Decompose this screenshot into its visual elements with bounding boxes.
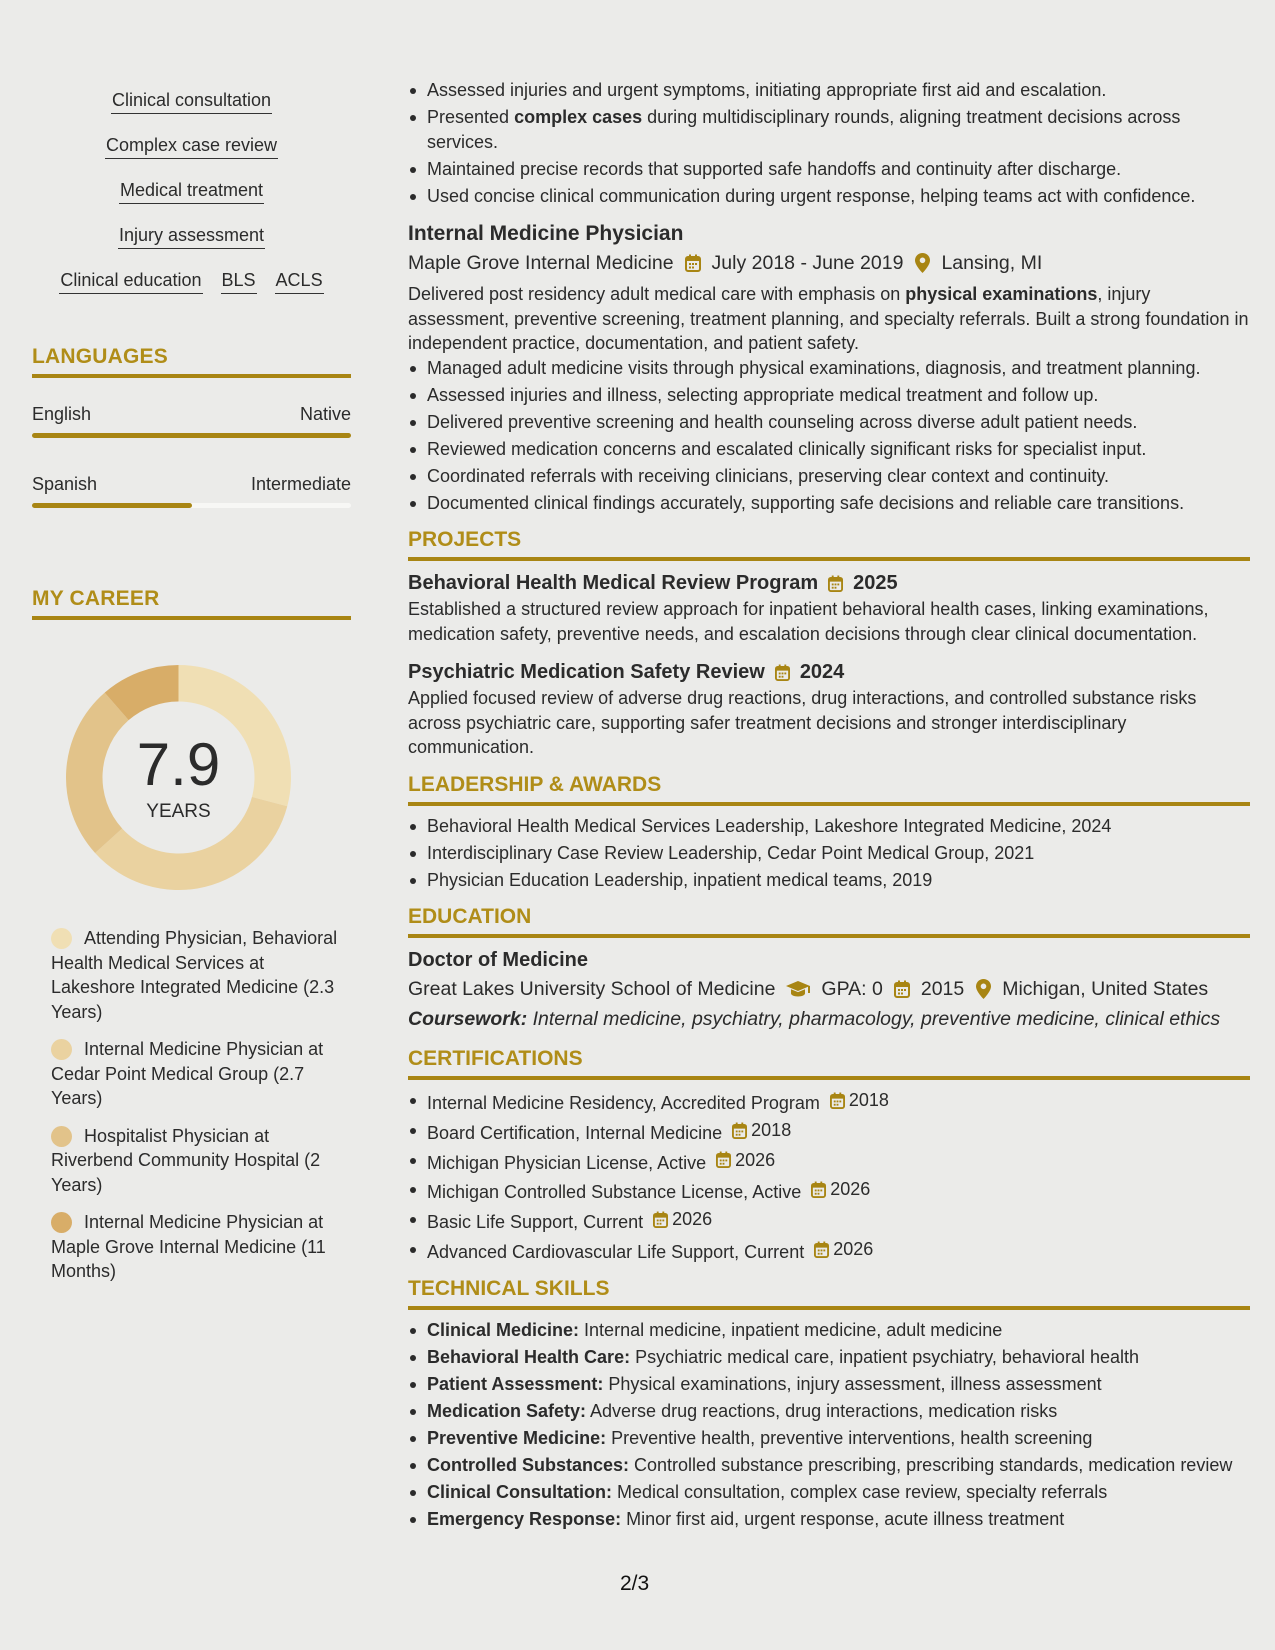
list-item: Coordinated referrals with receiving clinicians, preserving clear context and continuity. — [408, 464, 1250, 489]
skill-details: Adverse drug reactions, drug interactions, medication risks — [586, 1401, 1058, 1421]
skill-tag: Complex case review — [105, 132, 278, 159]
list-item: Reviewed medication concerns and escalated clinically significant risks for specialist input. — [408, 437, 1250, 462]
certifications-list — [408, 1088, 1250, 1264]
language-spanish — [32, 474, 351, 508]
certification-name: Advanced Cardiovascular Life Support, Current — [427, 1241, 805, 1262]
career-total: 7.9 — [136, 731, 221, 798]
skill-tag: Clinical education — [59, 267, 202, 294]
skill-tags — [32, 87, 351, 312]
leadership-list — [408, 814, 1250, 893]
technical-skill-item — [408, 1372, 1250, 1397]
job-dates: July 2018 - June 2019 — [711, 252, 904, 274]
certification-year: 2026 — [830, 1179, 871, 1200]
project-name: Behavioral Health Medical Review Program — [408, 572, 819, 594]
certification-date — [653, 1207, 712, 1232]
job-bullets — [408, 356, 1250, 516]
calendar-icon — [684, 253, 702, 273]
project-description: Applied focused review of adverse drug reactions, drug interactions, and controlled substance risks across psychiatric care, supporting safer treatment decisions and stronger interdisciplinary communication. — [408, 688, 1197, 757]
list-item: Assessed injuries and illness, selecting appropriate medical treatment and follow up. — [408, 383, 1250, 408]
technical-skill-item — [408, 1426, 1250, 1451]
education-heading: EDUCATION — [408, 904, 1250, 938]
certification-date — [716, 1148, 775, 1173]
skill-category: Clinical Medicine: — [427, 1320, 580, 1340]
certification-date — [830, 1088, 889, 1113]
technical-skill-item — [408, 1507, 1250, 1532]
certification-name: Basic Life Support, Current — [427, 1211, 644, 1232]
language-name: Spanish — [32, 474, 98, 494]
technical-skill-item — [408, 1318, 1250, 1343]
calendar-icon — [716, 1151, 731, 1168]
previous-job-bullets — [408, 78, 1250, 208]
legend-label: Internal Medicine Physician at Cedar Point Medical Group (2.7 Years) — [51, 1039, 324, 1108]
calendar-icon — [775, 664, 790, 681]
project-item — [408, 658, 1250, 760]
skill-tag: Injury assessment — [118, 222, 265, 249]
legend-dot-icon — [51, 928, 72, 949]
career-legend-item — [51, 1037, 351, 1111]
calendar-icon — [814, 1241, 829, 1258]
skill-category: Controlled Substances: — [427, 1455, 630, 1475]
list-item: Managed adult medicine visits through physical examinations, diagnosis, and treatment planning. — [408, 356, 1250, 381]
graduation-cap-icon — [785, 979, 811, 999]
certification-item — [408, 1148, 1250, 1175]
certification-name: Internal Medicine Residency, Accredited Program — [427, 1092, 820, 1113]
job-summary: Delivered post residency adult medical care with emphasis on physical examinations, injury assessment, preventive screening, treatment planning, and specialty referrals. Built a strong foundation in independent practice, documentation, and patient safety. — [408, 284, 1249, 353]
career-unit: YEARS — [146, 801, 211, 822]
list-item: Delivered preventive screening and health counseling across diverse adult patient needs. — [408, 410, 1250, 435]
company-name: Maple Grove Internal Medicine — [408, 252, 674, 274]
project-title-row — [408, 569, 1250, 597]
projects-list — [408, 569, 1250, 760]
map-pin-icon — [974, 979, 992, 999]
certification-year: 2018 — [751, 1119, 792, 1140]
career-heading: MY CAREER — [32, 587, 351, 620]
project-year: 2025 — [853, 572, 898, 594]
calendar-icon — [828, 575, 843, 592]
skill-details: Minor first aid, urgent response, acute illness treatment — [621, 1509, 1065, 1529]
skill-tag: Clinical consultation — [111, 87, 272, 114]
career-legend-item — [51, 1124, 351, 1198]
project-name: Psychiatric Medication Safety Review — [408, 661, 765, 683]
map-pin-icon — [913, 253, 931, 273]
skill-tag-row — [32, 87, 351, 132]
list-item: Documented clinical findings accurately, supporting safe decisions and reliable care transitions. — [408, 491, 1250, 516]
skill-tag-row — [32, 177, 351, 222]
certification-date — [811, 1177, 870, 1202]
language-level-bar — [32, 503, 351, 508]
skill-details: Psychiatric medical care, inpatient psychiatry, behavioral health — [630, 1347, 1139, 1367]
career-legend — [51, 926, 351, 1297]
certification-item — [408, 1118, 1250, 1145]
degree: Doctor of Medicine — [408, 949, 589, 971]
list-item: Presented complex cases during multidisciplinary rounds, aligning treatment decisions across services. — [408, 105, 1250, 154]
job-title: Internal Medicine Physician — [408, 222, 684, 245]
technical-skill-item — [408, 1399, 1250, 1424]
skill-tag: BLS — [221, 267, 257, 294]
skill-category: Emergency Response: — [427, 1509, 622, 1529]
certification-item — [408, 1177, 1250, 1204]
calendar-icon — [653, 1211, 668, 1228]
languages-heading: LANGUAGES — [32, 345, 351, 378]
school-name: Great Lakes University School of Medicine — [408, 978, 776, 1000]
skill-tag: ACLS — [275, 267, 324, 294]
language-level-bar — [32, 433, 351, 438]
language-name: English — [32, 404, 92, 424]
legend-label: Internal Medicine Physician at Maple Grove Internal Medicine (11 Months) — [51, 1212, 326, 1281]
page-number: 2/3 — [620, 1572, 650, 1595]
skill-category: Clinical Consultation: — [427, 1482, 613, 1502]
technical-skill-item — [408, 1480, 1250, 1505]
school-location: Michigan, United States — [1002, 978, 1209, 1000]
certification-year: 2026 — [672, 1209, 713, 1229]
skill-details: Controlled substance prescribing, prescribing standards, medication review — [629, 1455, 1233, 1475]
graduation-year: 2015 — [920, 978, 965, 1000]
technical-skills-list — [408, 1318, 1250, 1532]
list-item: Behavioral Health Medical Services Leadership, Lakeshore Integrated Medicine, 2024 — [408, 814, 1250, 839]
technical-skill-item — [408, 1345, 1250, 1370]
technical-skills-heading: TECHNICAL SKILLS — [408, 1276, 1250, 1310]
legend-dot-icon — [51, 1039, 72, 1060]
project-description: Established a structured review approach for inpatient behavioral health cases, linking examinations, medication safety, preventive needs, and escalation decisions through clear clinical documentation. — [408, 599, 1209, 644]
career-donut-chart — [66, 665, 291, 890]
certification-date — [732, 1118, 791, 1143]
skill-tag-row — [32, 267, 351, 312]
projects-heading: PROJECTS — [408, 527, 1250, 561]
technical-skill-item — [408, 1453, 1250, 1478]
list-item: Maintained precise records that supported safe handoffs and continuity after discharge. — [408, 157, 1250, 182]
gpa: GPA: 0 — [821, 978, 883, 1000]
job-location: Lansing, MI — [941, 252, 1043, 274]
skill-category: Patient Assessment: — [427, 1374, 604, 1394]
certification-item — [408, 1207, 1250, 1234]
language-english — [32, 404, 351, 438]
list-item: Assessed injuries and urgent symptoms, initiating appropriate first aid and escalation. — [408, 78, 1250, 103]
leadership-heading: LEADERSHIP & AWARDS — [408, 772, 1250, 806]
list-item: Interdisciplinary Case Review Leadership, Cedar Point Medical Group, 2021 — [408, 841, 1250, 866]
skill-category: Medication Safety: — [427, 1401, 587, 1421]
certification-year: 2026 — [833, 1238, 874, 1259]
project-title-row — [408, 658, 1250, 686]
calendar-icon — [811, 1181, 826, 1198]
skill-tag: Medical treatment — [119, 177, 264, 204]
skill-tag-row — [32, 132, 351, 177]
calendar-icon — [830, 1092, 845, 1109]
certification-year: 2018 — [848, 1090, 889, 1110]
coursework: Coursework: Internal medicine, psychiatry, pharmacology, preventive medicine, clinical ethics — [408, 1008, 1221, 1030]
certification-date — [814, 1237, 873, 1262]
job-meta — [408, 248, 1250, 278]
certification-year: 2026 — [735, 1149, 776, 1170]
project-item — [408, 569, 1250, 646]
certifications-heading: CERTIFICATIONS — [408, 1046, 1250, 1080]
certification-name: Michigan Physician License, Active — [427, 1152, 707, 1173]
list-item: Used concise clinical communication during urgent response, helping teams act with confidence. — [408, 184, 1250, 209]
legend-dot-icon — [51, 1212, 72, 1233]
calendar-icon — [732, 1122, 747, 1139]
skill-details: Medical consultation, complex case review, specialty referrals — [612, 1482, 1108, 1502]
language-level: Intermediate — [250, 474, 351, 494]
career-legend-item — [51, 1210, 351, 1284]
list-item: Physician Education Leadership, inpatient medical teams, 2019 — [408, 868, 1250, 893]
skill-tag-row — [32, 222, 351, 267]
certification-item — [408, 1237, 1250, 1264]
language-level: Native — [299, 404, 351, 424]
calendar-icon — [893, 979, 911, 999]
education-meta — [408, 974, 1250, 1004]
career-legend-item — [51, 926, 351, 1024]
main-content — [408, 78, 1250, 1534]
legend-label: Hospitalist Physician at Riverbend Community Hospital (2 Years) — [51, 1125, 321, 1195]
legend-label: Attending Physician, Behavioral Health Medical Services at Lakeshore Integrated Medicine (2.3 Years) — [51, 928, 338, 1022]
skill-details: Internal medicine, inpatient medicine, adult medicine — [579, 1320, 1003, 1340]
skill-category: Preventive Medicine: — [427, 1428, 607, 1448]
project-year: 2024 — [799, 661, 845, 683]
legend-dot-icon — [51, 1126, 72, 1147]
skill-details: Preventive health, preventive interventions, health screening — [606, 1428, 1093, 1448]
skill-details: Physical examinations, injury assessment, illness assessment — [603, 1374, 1102, 1394]
certification-name: Michigan Controlled Substance License, Active — [427, 1182, 802, 1202]
certification-item — [408, 1088, 1250, 1115]
skill-category: Behavioral Health Care: — [427, 1347, 631, 1367]
certification-name: Board Certification, Internal Medicine — [427, 1122, 723, 1143]
